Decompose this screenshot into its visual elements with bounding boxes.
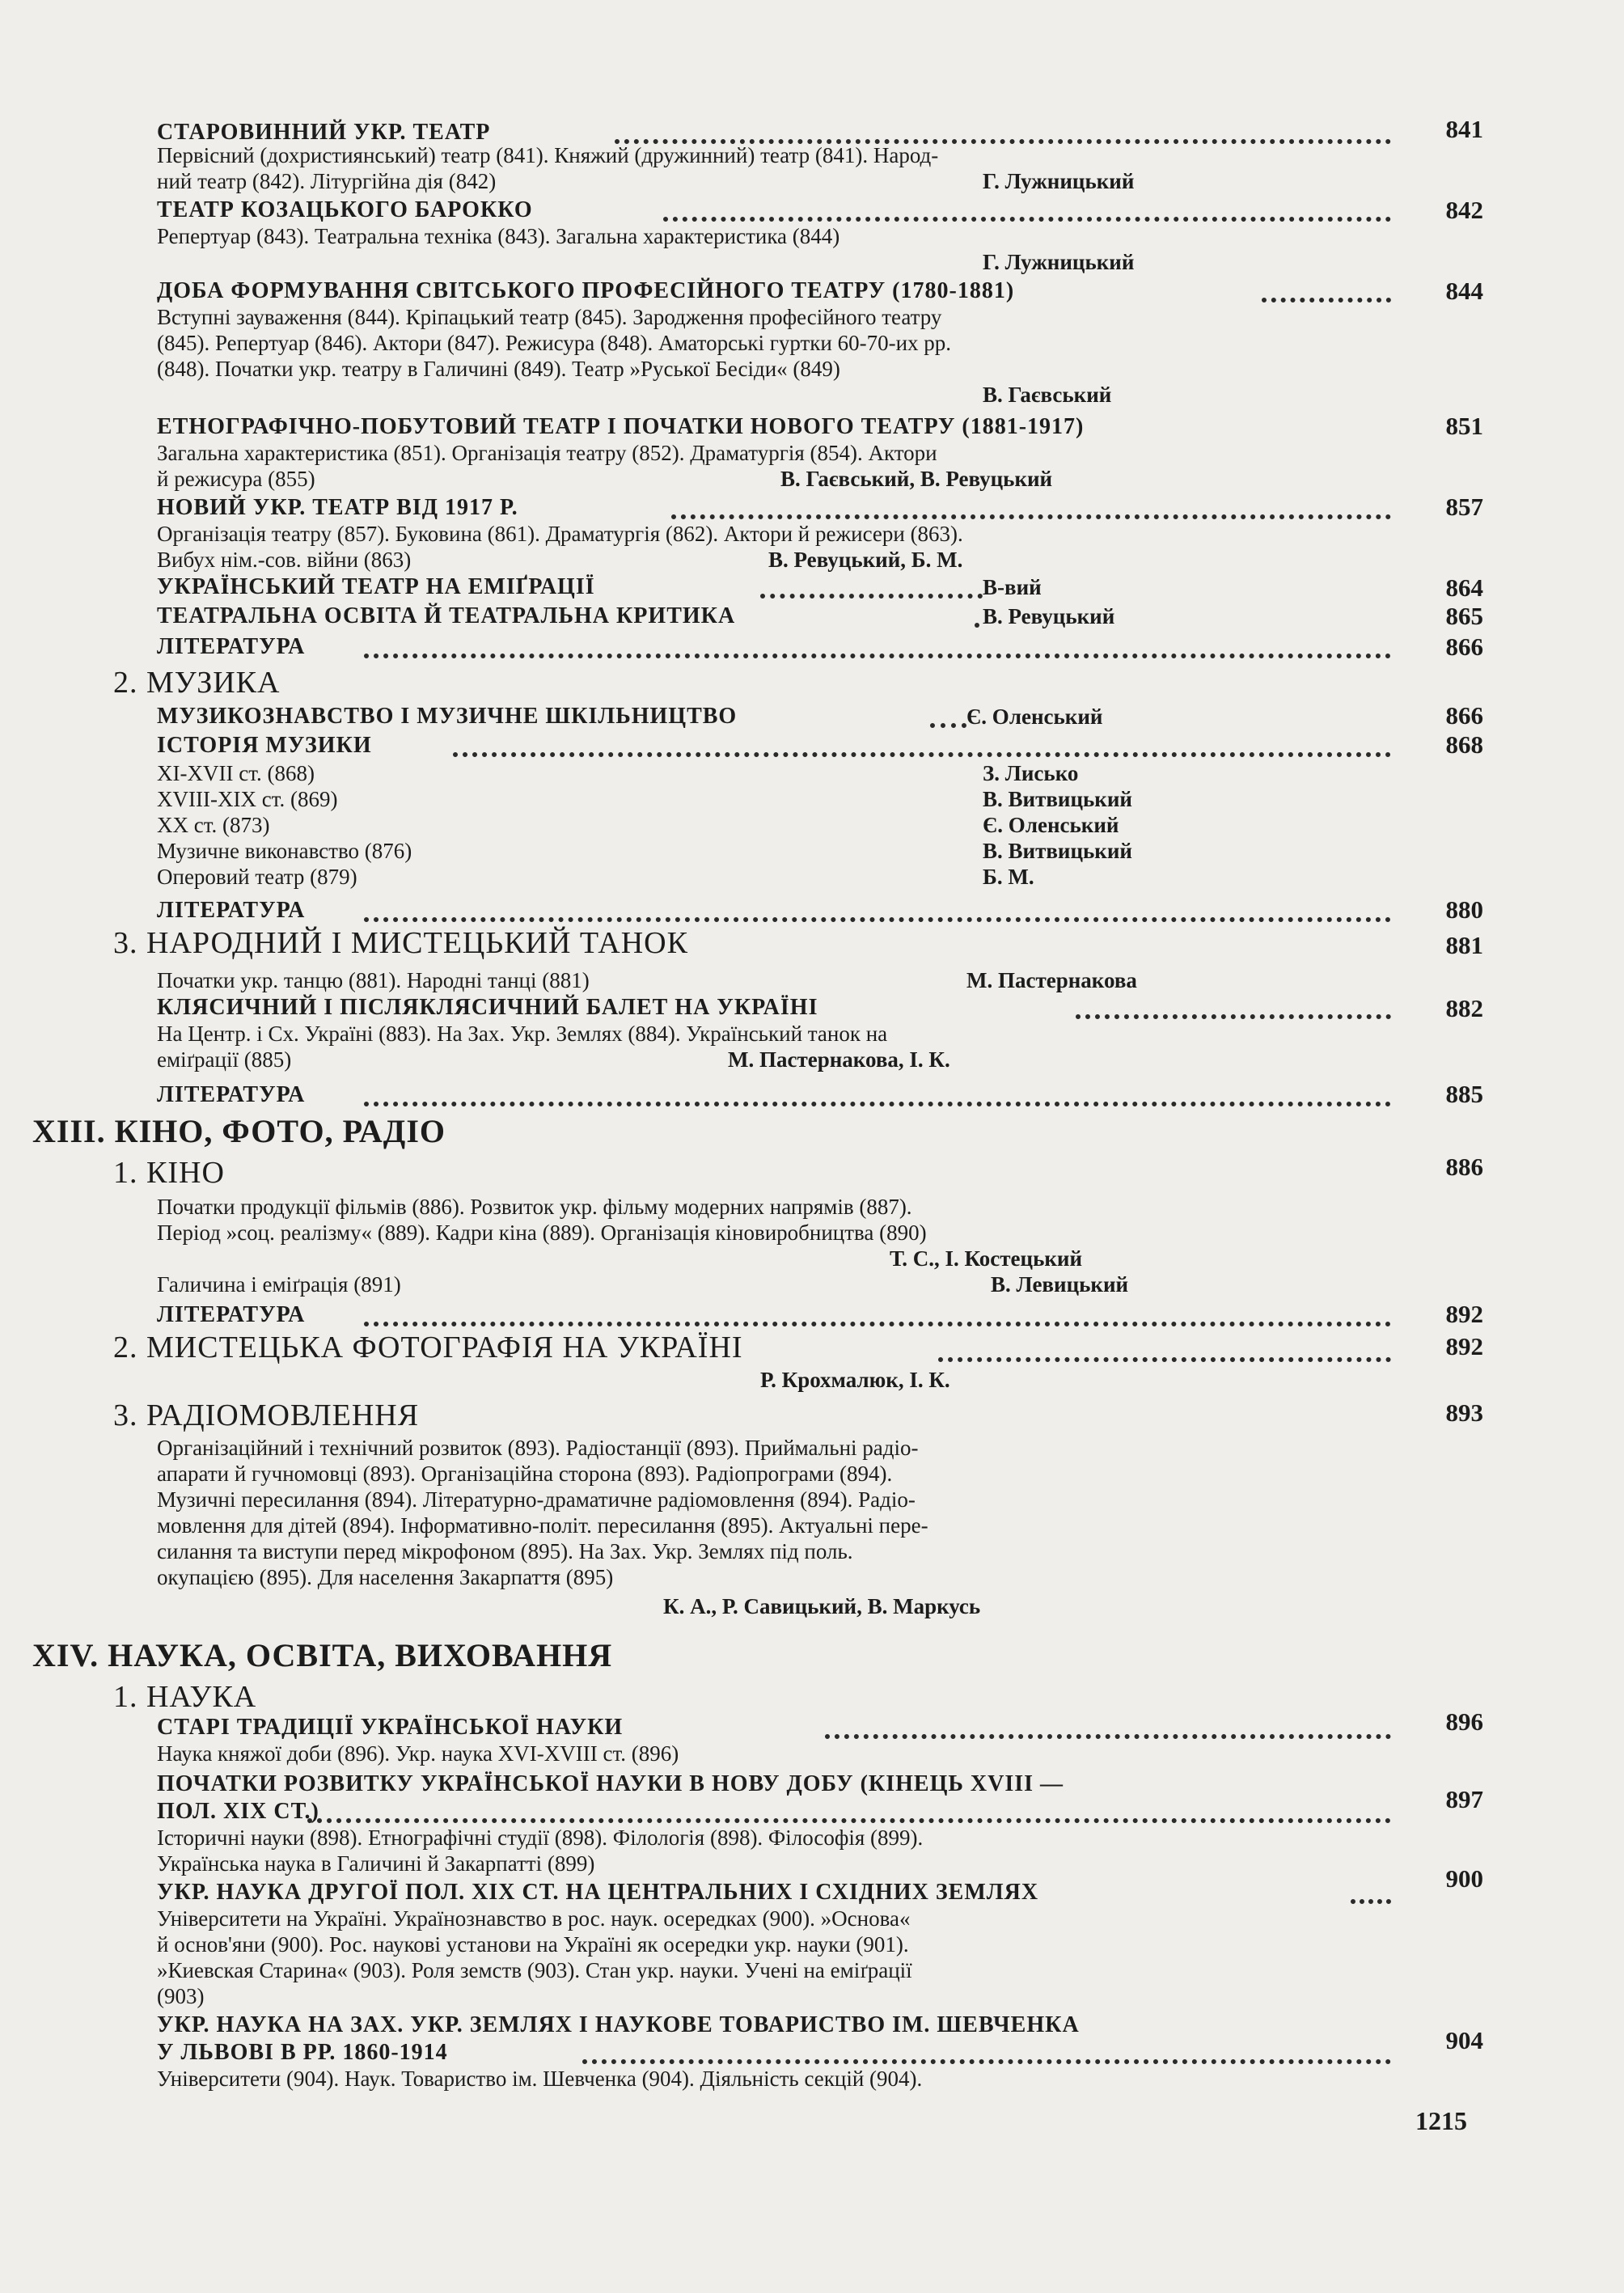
- page-number: 893: [1445, 1398, 1483, 1427]
- leader-dots: [364, 650, 1391, 658]
- entry-title: УКР. НАУКА НА ЗАХ. УКР. ЗЕМЛЯХ І НАУКОВЕ ТОВАРИСТВО ІМ. ШЕВЧЕНКА: [157, 2012, 1080, 2037]
- entry-description: апарати й гучномовці (893). Організаційна сторона (893). Радіопрограми (894).: [157, 1462, 893, 1486]
- section-title: XIII. КІНО, ФОТО, РАДІО: [32, 1113, 446, 1149]
- entry-description: XI-XVII ст. (868): [157, 761, 315, 785]
- entry-description: силання та виступи перед мікрофоном (895). На Зах. Укр. Землях під поль.: [157, 1539, 853, 1563]
- subsection-title: 1. КІНО: [113, 1156, 225, 1190]
- entry-description: Наука княжої доби (896). Укр. наука XVI-XVIII ст. (896): [157, 1741, 679, 1766]
- page-number: 885: [1445, 1080, 1483, 1108]
- page-number: 857: [1445, 493, 1483, 521]
- entry-title: ПОЧАТКИ РОЗВИТКУ УКРАЇНСЬКОЇ НАУКИ В НОВУ ДОБУ (КІНЕЦЬ XVIII —: [157, 1771, 1064, 1796]
- leader-dots: [582, 2056, 1391, 2064]
- page-number: 896: [1445, 1707, 1483, 1736]
- entry-title: ЛІТЕРАТУРА: [157, 634, 306, 659]
- entry-author: В. Ревуцький: [983, 604, 1115, 628]
- entry-author: В. Витвицький: [983, 839, 1132, 863]
- entry-description: Українська наука в Галичині й Закарпатті (899): [157, 1851, 595, 1876]
- entry-description: »Киевская Старина« (903). Роля земств (903). Стан укр. науки. Учені на еміґрації: [157, 1958, 912, 1982]
- leader-dots: [307, 1815, 1391, 1823]
- entry-title: ЛІТЕРАТУРА: [157, 1302, 306, 1327]
- leader-dots: [938, 1354, 1391, 1362]
- entry-description: окупацією (895). Для населення Закарпаття (895): [157, 1565, 614, 1589]
- subsection-title: 3. НАРОДНИЙ І МИСТЕЦЬКИЙ ТАНОК: [113, 926, 688, 960]
- entry-author: Г. Лужницький: [983, 250, 1135, 274]
- page-number: 866: [1445, 701, 1483, 730]
- page-number: 844: [1445, 277, 1483, 305]
- entry-title: СТАРОВИННИЙ УКР. ТЕАТР: [157, 120, 491, 145]
- page-number: 866: [1445, 632, 1483, 661]
- entry-title: ПОЛ. XIX СТ.): [157, 1799, 319, 1824]
- page-number: 864: [1445, 573, 1483, 602]
- entry-title: МУЗИКОЗНАВСТВО І МУЗИЧНЕ ШКІЛЬНИЦТВО: [157, 704, 738, 729]
- subsection-title: 3. РАДІОМОВЛЕННЯ: [113, 1398, 420, 1432]
- entry-author: Є. Оленський: [966, 704, 1103, 729]
- leader-dots: [1351, 1896, 1391, 1904]
- page-number: 897: [1445, 1785, 1483, 1813]
- subsection-title: 2. МИСТЕЦЬКА ФОТОГРАФІЯ НА УКРАЇНІ: [113, 1331, 743, 1364]
- leader-dots: [364, 1098, 1391, 1106]
- page-number: 841: [1445, 115, 1483, 143]
- leader-dots: [760, 590, 983, 599]
- leader-dots: [975, 620, 983, 628]
- entry-title: ТЕАТРАЛЬНА ОСВІТА Й ТЕАТРАЛЬНА КРИТИКА: [157, 603, 736, 628]
- entry-description: Загальна характеристика (851). Організація театру (852). Драматургія (854). Актори: [157, 441, 937, 465]
- entry-description: Університети на Україні. Українознавство в рос. наук. осередках (900). »Основа«: [157, 1906, 911, 1931]
- entry-title: ДОБА ФОРМУВАННЯ СВІТСЬКОГО ПРОФЕСІЙНОГО ТЕАТРУ (1780-1881): [157, 278, 1015, 303]
- page-number: 886: [1445, 1153, 1483, 1181]
- entry-description: Вступні зауваження (844). Кріпацький театр (845). Зародження професійного театру: [157, 305, 942, 329]
- entry-description: еміґрації (885): [157, 1047, 292, 1072]
- entry-author: З. Лисько: [983, 761, 1079, 785]
- entry-description: Період »соц. реалізму« (889). Кадри кіна (889). Організація кіновиробництва (890): [157, 1221, 927, 1245]
- entry-description: XX ст. (873): [157, 813, 270, 837]
- entry-description: Початки укр. танцю (881). Народні танці (881): [157, 968, 590, 992]
- page-number: 892: [1445, 1300, 1483, 1328]
- entry-description: Репертуар (843). Театральна техніка (843). Загальна характеристика (844): [157, 224, 840, 248]
- entry-author: Б. М.: [983, 865, 1034, 889]
- entry-description: (848). Початки укр. театру в Галичині (849). Театр »Руської Бесіди« (849): [157, 357, 840, 381]
- entry-description: мовлення для дітей (894). Інформативно-політ. пересилання (895). Актуальні пере-: [157, 1513, 928, 1538]
- entry-author: М. Пастернакова: [966, 968, 1137, 992]
- entry-title: СТАРІ ТРАДИЦІЇ УКРАЇНСЬКОЇ НАУКИ: [157, 1715, 624, 1740]
- page-number: 882: [1445, 994, 1483, 1022]
- leader-dots: [1076, 1011, 1391, 1019]
- entry-author: В. Левицький: [991, 1272, 1129, 1297]
- entry-title: ЕТНОГРАФІЧНО-ПОБУТОВИЙ ТЕАТР І ПОЧАТКИ НОВОГО ТЕАТРУ (1881-1917): [157, 414, 1085, 439]
- leader-dots: [453, 749, 1391, 757]
- entry-title: ЛІТЕРАТУРА: [157, 898, 306, 923]
- entry-title: УКР. НАУКА ДРУГОЇ ПОЛ. XIX СТ. НА ЦЕНТРАЛЬНИХ І СХІДНИХ ЗЕМЛЯХ: [157, 1880, 1039, 1905]
- entry-author: В. Гаєвський, В. Ревуцький: [780, 467, 1053, 491]
- page-number: 904: [1445, 2026, 1483, 2054]
- entry-author: Є. Оленський: [983, 813, 1119, 837]
- entry-title: ЛІТЕРАТУРА: [157, 1082, 306, 1107]
- leader-dots: [671, 511, 1391, 519]
- page-number: 865: [1445, 602, 1483, 630]
- leader-dots: [663, 214, 1391, 222]
- entry-description: Первісний (дохристиянський) театр (841). Княжий (дружинний) театр (841). Народ-: [157, 143, 939, 167]
- entry-author: В-вий: [983, 575, 1042, 599]
- entry-description: На Центр. і Сх. Україні (883). На Зах. Укр. Землях (884). Український танок на: [157, 1022, 888, 1046]
- page-number: 900: [1445, 1864, 1483, 1893]
- leader-dots: [364, 1318, 1391, 1326]
- entry-author: М. Пастернакова, І. К.: [728, 1047, 950, 1072]
- section-title: XIV. НАУКА, ОСВІТА, ВИХОВАННЯ: [32, 1637, 613, 1673]
- leader-dots: [825, 1731, 1391, 1739]
- entry-description: Початки продукції фільмів (886). Розвиток укр. фільму модерних напрямів (887).: [157, 1195, 912, 1219]
- leader-dots: [1262, 294, 1391, 302]
- leader-dots: [930, 720, 966, 728]
- entry-author: Т. С., І. Костецький: [890, 1246, 1083, 1271]
- entry-description: Галичина і еміґрація (891): [157, 1272, 401, 1297]
- entry-title: У ЛЬВОВІ В РР. 1860-1914: [157, 2040, 448, 2065]
- entry-description: ний театр (842). Літургійна дія (842): [157, 169, 497, 193]
- entry-author: Г. Лужницький: [983, 169, 1135, 193]
- entry-author: К. А., Р. Савицький, В. Маркусь: [663, 1594, 981, 1618]
- entry-description: Історичні науки (898). Етнографічні студії (898). Філологія (898). Філософія (899).: [157, 1826, 924, 1850]
- page-number: 851: [1445, 412, 1483, 440]
- entry-description: Музичне виконавство (876): [157, 839, 412, 863]
- entry-title: УКРАЇНСЬКИЙ ТЕАТР НА ЕМІҐРАЦІЇ: [157, 574, 595, 599]
- entry-title: НОВИЙ УКР. ТЕАТР ВІД 1917 Р.: [157, 495, 518, 520]
- page-number: 842: [1445, 196, 1483, 224]
- entry-description: й основ'яни (900). Рос. наукові установи на Україні як осередки укр. науки (901).: [157, 1932, 909, 1957]
- page-number: 868: [1445, 730, 1483, 759]
- entry-description: (903): [157, 1984, 205, 2008]
- page-number: 881: [1445, 931, 1483, 959]
- entry-description: й режисура (855): [157, 467, 315, 491]
- entry-title: КЛЯСИЧНИЙ І ПІСЛЯКЛЯСИЧНИЙ БАЛЕТ НА УКРАЇНІ: [157, 995, 818, 1020]
- subsection-title: 1. НАУКА: [113, 1680, 257, 1714]
- entry-description: (845). Репертуар (846). Актори (847). Режисура (848). Аматорські гуртки 60-70-их рр.: [157, 331, 952, 355]
- page-number: 892: [1445, 1332, 1483, 1360]
- entry-title: ТЕАТР КОЗАЦЬКОГО БАРОККО: [157, 197, 533, 222]
- entry-author: В. Ревуцький, Б. М.: [768, 548, 963, 572]
- entry-author: В. Гаєвський: [983, 383, 1112, 407]
- entry-title: ІСТОРІЯ МУЗИКИ: [157, 733, 372, 758]
- entry-author: В. Витвицький: [983, 787, 1132, 811]
- entry-description: Організація театру (857). Буковина (861). Драматургія (862). Актори й режисери (863).: [157, 522, 963, 546]
- leader-dots: [364, 914, 1391, 922]
- entry-description: Університети (904). Наук. Товариство ім. Шевченка (904). Діяльність секцій (904).: [157, 2067, 923, 2091]
- entry-description: Музичні пересилання (894). Літературно-драматичне радіомовлення (894). Радіо-: [157, 1487, 916, 1512]
- entry-description: XVIII-XIX ст. (869): [157, 787, 338, 811]
- page-number: 880: [1445, 895, 1483, 924]
- entry-description: Оперовий театр (879): [157, 865, 357, 889]
- entry-description: Організаційний і технічний розвиток (893). Радіостанції (893). Приймальні радіо-: [157, 1436, 919, 1460]
- entry-description: Вибух нім.-сов. війни (863): [157, 548, 412, 572]
- folio-page-number: 1215: [1415, 2106, 1467, 2135]
- subsection-title: 2. МУЗИКА: [113, 666, 281, 700]
- entry-author: Р. Крохмалюк, І. К.: [760, 1368, 950, 1392]
